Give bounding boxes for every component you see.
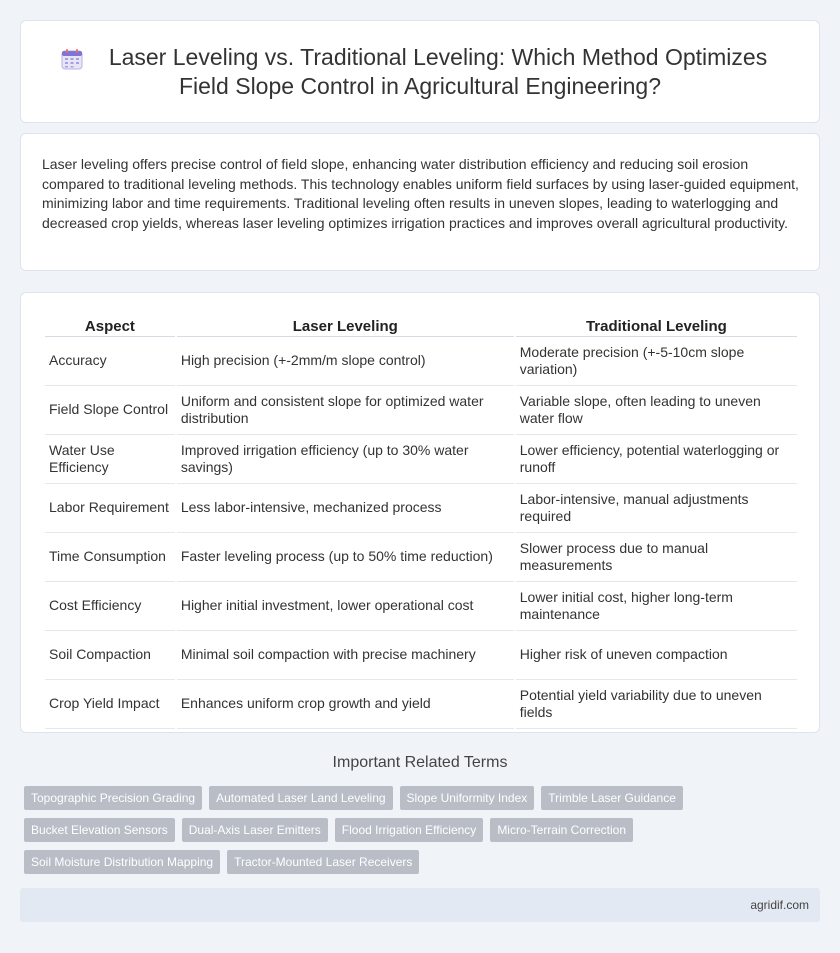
related-term-tag[interactable]: Micro-Terrain Correction — [490, 818, 633, 842]
cell-laser-leveling: Improved irrigation efficiency (up to 30% water savings) — [177, 435, 514, 484]
header-traditional-leveling: Traditional Leveling — [516, 317, 797, 337]
related-terms-list — [24, 786, 814, 874]
related-term-tag[interactable]: Bucket Elevation Sensors — [24, 818, 175, 842]
cell-aspect: Time Consumption — [45, 533, 175, 582]
cell-aspect: Cost Efficiency — [45, 582, 175, 631]
cell-traditional-leveling: Lower efficiency, potential waterlogging or runoff — [516, 435, 797, 484]
table-row — [45, 582, 797, 631]
cell-traditional-leveling: Lower initial cost, higher long-term maintenance — [516, 582, 797, 631]
related-term-tag[interactable]: Automated Laser Land Leveling — [209, 786, 392, 810]
cell-laser-leveling: Less labor-intensive, mechanized process — [177, 484, 514, 533]
related-term-tag[interactable]: Soil Moisture Distribution Mapping — [24, 850, 220, 874]
header-aspect: Aspect — [45, 317, 175, 337]
table-row — [45, 435, 797, 484]
related-terms-title: Important Related Terms — [332, 754, 508, 771]
cell-aspect: Soil Compaction — [45, 631, 175, 680]
related-term-tag[interactable]: Topographic Precision Grading — [24, 786, 202, 810]
page-title-line1: Laser Leveling vs. Traditional Leveling: Which Method Optimizes — [108, 44, 768, 70]
intro-card — [20, 133, 820, 271]
footer — [20, 888, 820, 922]
page-title — [73, 43, 767, 101]
cell-aspect: Labor Requirement — [45, 484, 175, 533]
table-row — [45, 533, 797, 582]
cell-traditional-leveling: Variable slope, often leading to uneven water flow — [516, 386, 797, 435]
table-row — [45, 631, 797, 680]
cell-aspect: Field Slope Control — [45, 386, 175, 435]
related-term-tag[interactable]: Flood Irrigation Efficiency — [335, 818, 484, 842]
table-row — [45, 680, 797, 729]
cell-aspect: Water Use Efficiency — [45, 435, 175, 484]
comparison-card — [20, 292, 820, 733]
cell-aspect: Accuracy — [45, 337, 175, 386]
related-term-tag[interactable]: Tractor-Mounted Laser Receivers — [227, 850, 419, 874]
cell-laser-leveling: Faster leveling process (up to 50% time reduction) — [177, 533, 514, 582]
cell-traditional-leveling: Moderate precision (+-5-10cm slope variation) — [516, 337, 797, 386]
page-title-line2: Field Slope Control in Agricultural Engineering? — [178, 73, 661, 99]
cell-traditional-leveling: Labor-intensive, manual adjustments required — [516, 484, 797, 533]
related-term-tag[interactable]: Dual-Axis Laser Emitters — [182, 818, 328, 842]
cell-laser-leveling: Higher initial investment, lower operational cost — [177, 582, 514, 631]
related-term-tag[interactable]: Trimble Laser Guidance — [541, 786, 683, 810]
related-term-tag[interactable]: Slope Uniformity Index — [400, 786, 535, 810]
cell-traditional-leveling: Higher risk of uneven compaction — [516, 631, 797, 680]
cell-laser-leveling: Enhances uniform crop growth and yield — [177, 680, 514, 729]
intro-text: Laser leveling offers precise control of field slope, enhancing water distribution efficiency and reducing soil erosion compared to traditional leveling methods. This technology enables uniform field surfaces by using laser-guided equipment, minimizing labor and time requirements. Traditional leveling often results in uneven slopes, leading to waterlogging and decreased crop yields, whereas laser leveling optimizes irrigation practices and improves overall agricultural productivity. — [42, 156, 799, 231]
table-row — [45, 386, 797, 435]
header-laser-leveling: Laser Leveling — [177, 317, 514, 337]
footer-site[interactable]: agridif.com — [750, 898, 809, 912]
cell-laser-leveling: High precision (+-2mm/m slope control) — [177, 337, 514, 386]
comparison-table — [43, 317, 799, 729]
table-row — [45, 484, 797, 533]
table-row — [45, 337, 797, 386]
cell-laser-leveling: Minimal soil compaction with precise machinery — [177, 631, 514, 680]
cell-aspect: Crop Yield Impact — [45, 680, 175, 729]
cell-laser-leveling: Uniform and consistent slope for optimized water distribution — [177, 386, 514, 435]
title-card — [20, 20, 820, 123]
cell-traditional-leveling: Slower process due to manual measurements — [516, 533, 797, 582]
table-header-row — [45, 317, 797, 337]
cell-traditional-leveling: Potential yield variability due to uneven fields — [516, 680, 797, 729]
